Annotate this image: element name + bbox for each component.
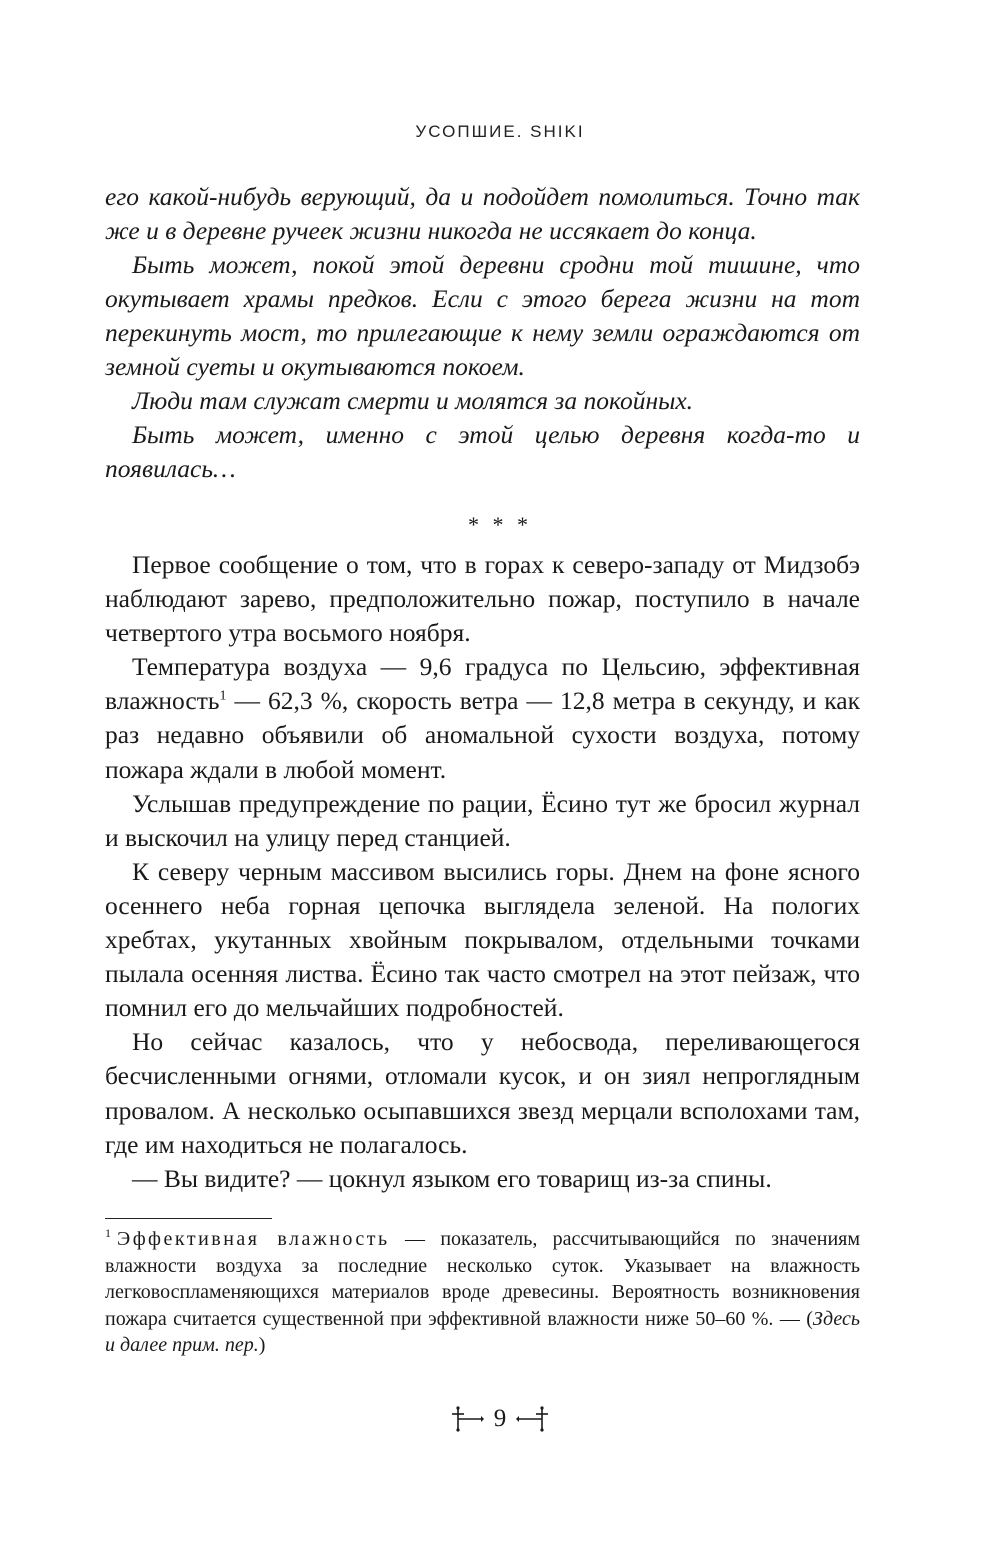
page-number: 9 xyxy=(493,1405,507,1432)
intro-paragraph: Быть может, именно с этой целью деревня когда-то и появилась… xyxy=(105,420,860,483)
paragraph xyxy=(105,650,860,786)
footnote-text: — показатель, рассчитывающийся по значениям влажности воздуха за последние несколько суток. Указывает на влажность легковоспламеняющихся материалов вроде древесины. Вероятность возникновения пожара считается существенной при эффективной влажности ниже 50–60 %. — ( xyxy=(105,1228,861,1330)
paragraph-text: Температура воздуха — 9,6 градуса по Цельсию, эффективная влажность xyxy=(105,652,860,716)
footnote-close: ) xyxy=(258,1334,266,1356)
intro-paragraph: его какой-нибудь верующий, да и подойдет помолиться. Точно так же и в деревне ручеек жизни никогда не иссякает до конца. xyxy=(105,182,860,245)
intro-paragraph: Люди там служат смерти и молятся за покойных. xyxy=(132,386,694,415)
paragraph-text: — 62,3 %, скорость ветра — 12,8 метра в секунду, и как раз недавно объявили об аномальной сухости воздуха, потому пожара ждали в любой момент. xyxy=(105,686,860,784)
paragraph: — Вы видите? — цокнул языком его товарищ из-за спины. xyxy=(132,1163,772,1193)
footnote-note: Здесь и далее прим. пер. xyxy=(105,1307,860,1356)
footnote xyxy=(105,1226,860,1359)
intro-paragraph: Быть может, покой этой деревни сродни той тишине, что окутывает храмы предков. Если с этого берега жизни на тот перекинуть мост, то прилегающие к нему земли ограждаются от земной суеты и окутываются покоем. xyxy=(105,250,860,381)
paragraph: К северу черным массивом высились горы. Днем на фоне ясного осеннего неба горная цепочка выглядела зеленой. На пологих хребтах, укутанных хвойным покрывалом, отдельными точками пылала осенняя листва. Ёсино так часто смотрел на этот пейзаж, что помнил его до мельчайших подробностей. xyxy=(105,856,860,1023)
footnote-reference: 1 xyxy=(219,688,227,704)
footnote-divider xyxy=(105,1218,272,1219)
main-text xyxy=(105,548,860,1196)
page-footer xyxy=(0,1405,1000,1433)
cross-ornament-left-icon xyxy=(448,1405,484,1433)
paragraph: Первое сообщение о том, что в горах к северо-западу от Мидзобэ наблюдают зарево, предположительно пожар, поступило в начале четвертого утра восьмого ноября. xyxy=(105,550,860,648)
intro-text xyxy=(105,180,860,486)
paragraph: Услышав предупреждение по рации, Ёсино тут же бросил журнал и выскочил на улицу перед станцией. xyxy=(105,788,860,852)
paragraph: Но сейчас казалось, что у небосвода, переливающегося бесчисленными огнями, отломали кусок, и он зиял непроглядным провалом. А несколько осыпавшихся звезд мерцали всполохами там, где им находиться не полагалось. xyxy=(105,1027,860,1159)
footnote-marker: 1 xyxy=(105,1226,111,1241)
footnote-term: Эффективная влажность xyxy=(117,1228,390,1250)
running-header: УСОПШИЕ. SHIKI xyxy=(415,122,585,141)
cross-ornament-right-icon xyxy=(516,1405,552,1433)
section-break: * * * xyxy=(468,512,532,537)
